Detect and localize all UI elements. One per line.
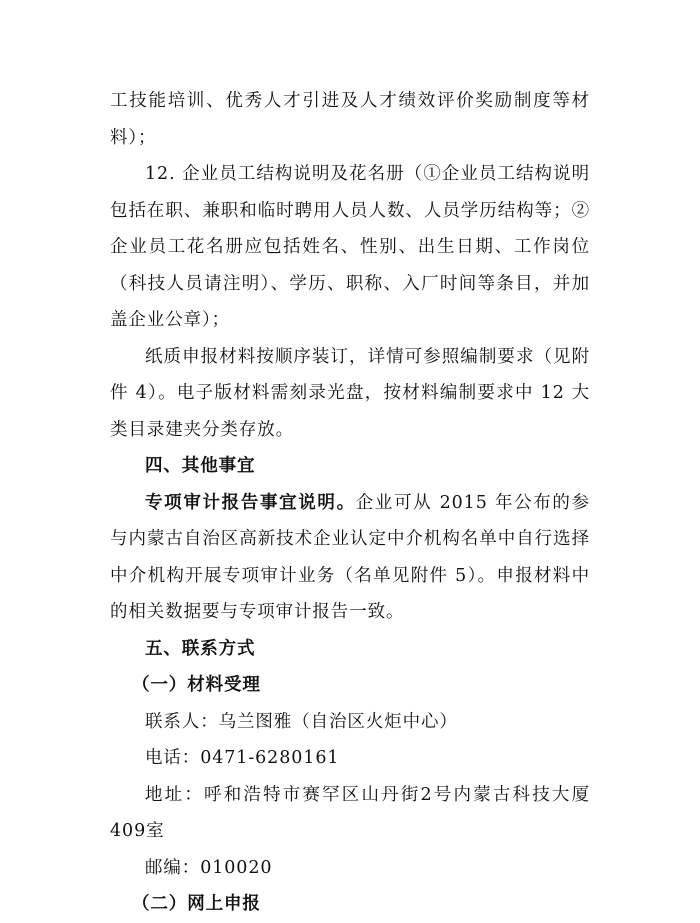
contact-postcode: 邮编：010020: [145, 857, 273, 878]
paragraph-item-12: 12. 企业员工结构说明及花名册（①企业员工结构说明包括在职、兼职和临时聘用人员人数、人员学历结构等；②企业员工花名册应包括姓名、性别、出生日期、工作岗位（科技人员请注明）、学历、职称、入厂时间等条目，并加盖企业公章）；: [110, 164, 590, 330]
section-heading-other-matters: 四、其他事宜: [145, 456, 256, 476]
subheading-online-application: （二）网上申报: [132, 894, 261, 914]
audit-report-lead: 专项审计报告事宜说明。: [145, 492, 356, 513]
subheading-material-acceptance: （一）材料受理: [132, 675, 261, 695]
contact-address: 地址：呼和浩特市赛罕区山丹街2号内蒙古科技大厦409室: [110, 784, 590, 841]
section-heading-contact: 五、联系方式: [145, 638, 256, 659]
paragraph-binding-instructions: 纸质申报材料按顺序装订，详情可参照编制要求（见附件 4）。电子版材料需刻录光盘，按材料编制要求中 12 大类目录建夹分类存放。: [110, 346, 590, 440]
paragraph-training-materials: 工技能培训、优秀人才引进及人才绩效评价奖励制度等材料）；: [110, 91, 590, 148]
contact-person: 联系人：乌兰图雅（自治区火炬中心）: [145, 711, 458, 732]
paragraph-audit-report: [110, 485, 590, 631]
document-page: [110, 83, 590, 923]
contact-phone: 电话：0471-6280161: [145, 748, 340, 768]
audit-report-body: 企业可从 2015 年公布的参与内蒙古自治区高新技术企业认定中介机构名单中自行选择中介机构开展专项审计业务（名单见附件 5）。申报材料中的相关数据要与专项审计报告一致。: [110, 492, 590, 622]
